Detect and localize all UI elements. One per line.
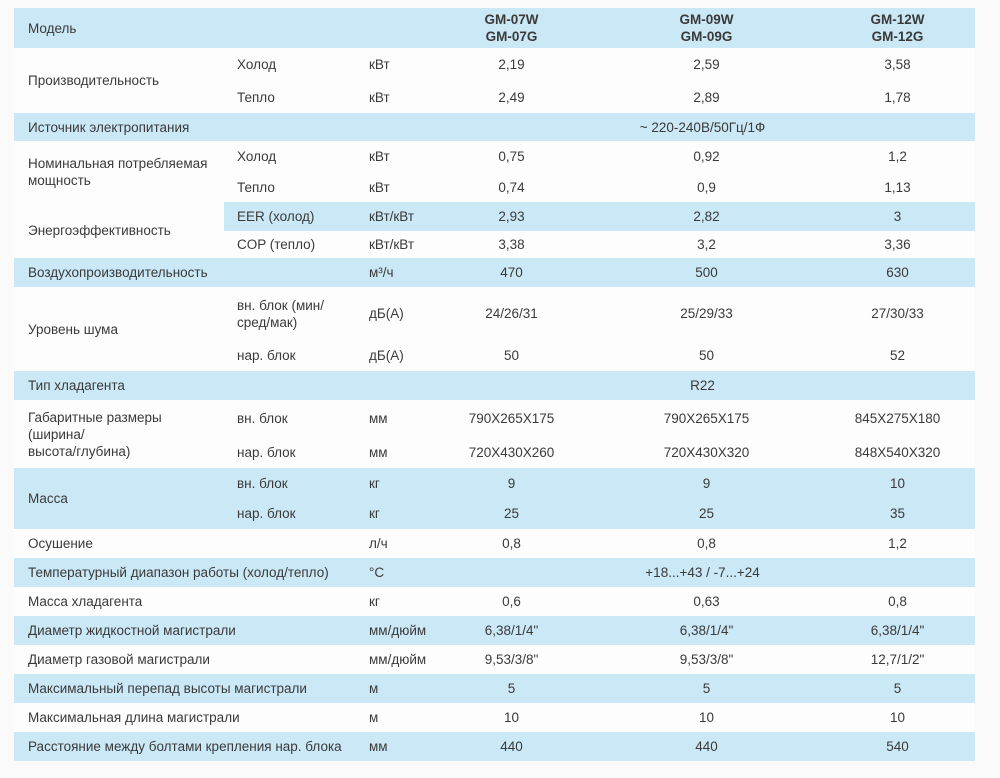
spec-label-cell: Максимальная длина магистрали — [14, 703, 366, 732]
unit-cell: кВт/кВт — [366, 231, 430, 258]
unit-cell: дБ(А) — [366, 287, 430, 340]
spec-table-body — [14, 8, 975, 761]
value-cell: 2,82 — [593, 202, 820, 231]
model-column-header: GM-07W GM-07G — [430, 8, 593, 48]
spec-group-label-cell: Масса — [14, 468, 224, 529]
unit-cell: мм — [366, 437, 430, 468]
value-cell: 1,78 — [820, 81, 975, 113]
spec-sublabel-cell: COP (тепло) — [224, 231, 366, 258]
spec-group-label-cell: Энергоэффективность — [14, 202, 224, 258]
value-cell: 720X430X260 — [430, 437, 593, 468]
value-cell: 440 — [593, 732, 820, 761]
unit-cell: м — [366, 703, 430, 732]
unit-cell: мм — [366, 400, 430, 437]
value-cell: 540 — [820, 732, 975, 761]
value-cell: 9,53/3/8" — [430, 645, 593, 674]
value-cell: 24/26/31 — [430, 287, 593, 340]
value-cell: 2,89 — [593, 81, 820, 113]
unit-cell: мм/дюйм — [366, 616, 430, 645]
value-cell: 27/30/33 — [820, 287, 975, 340]
spec-sublabel-cell: Тепло — [224, 172, 366, 202]
value-cell: 0,6 — [430, 587, 593, 616]
table-row — [14, 616, 975, 645]
spec-table — [14, 8, 975, 761]
spec-sublabel-cell: Холод — [224, 141, 366, 172]
value-cell: 0,63 — [593, 587, 820, 616]
value-cell: 0,9 — [593, 172, 820, 202]
value-cell: 2,49 — [430, 81, 593, 113]
value-cell: 2,93 — [430, 202, 593, 231]
unit-cell: л/ч — [366, 529, 430, 558]
spec-sublabel-cell: вн. блок — [224, 468, 366, 498]
spec-label-cell: Масса хладагента — [14, 587, 366, 616]
shared-value-cell: R22 — [430, 371, 975, 400]
value-cell: 0,8 — [593, 529, 820, 558]
unit-cell: °С — [366, 558, 430, 587]
value-cell: 3,2 — [593, 231, 820, 258]
table-row — [14, 400, 975, 437]
unit-cell: дБ(А) — [366, 340, 430, 371]
spec-label-cell: Диаметр жидкостной магистрали — [14, 616, 366, 645]
table-row — [14, 645, 975, 674]
unit-cell: кг — [366, 498, 430, 529]
value-cell: 3,58 — [820, 48, 975, 81]
table-row — [14, 674, 975, 703]
value-cell: 1,2 — [820, 141, 975, 172]
value-cell: 0,92 — [593, 141, 820, 172]
spec-sublabel-cell: нар. блок — [224, 437, 366, 468]
table-row — [14, 732, 975, 761]
spec-group-label-cell: Уровень шума — [14, 287, 224, 371]
unit-cell: кВт/кВт — [366, 202, 430, 231]
unit-cell: м³/ч — [366, 258, 430, 287]
value-cell: 5 — [593, 674, 820, 703]
value-cell: 25 — [430, 498, 593, 529]
spec-sublabel-cell: Холод — [224, 48, 366, 81]
value-cell: 35 — [820, 498, 975, 529]
value-cell: 0,74 — [430, 172, 593, 202]
shared-value-cell: +18...+43 / -7...+24 — [430, 558, 975, 587]
value-cell: 6,38/1/4" — [430, 616, 593, 645]
value-cell: 720X430X320 — [593, 437, 820, 468]
value-cell: 10 — [593, 703, 820, 732]
value-cell: 6,38/1/4" — [820, 616, 975, 645]
model-column-header: GM-09W GM-09G — [593, 8, 820, 48]
value-cell: 848X540X320 — [820, 437, 975, 468]
unit-cell: кВт — [366, 172, 430, 202]
value-cell: 10 — [820, 703, 975, 732]
unit-cell: кВт — [366, 141, 430, 172]
spec-group-label-cell: Номинальная потребляемая мощность — [14, 141, 224, 202]
spec-label-cell: Осушение — [14, 529, 366, 558]
table-row — [14, 287, 975, 340]
value-cell: 52 — [820, 340, 975, 371]
table-row — [14, 558, 975, 587]
table-row — [14, 587, 975, 616]
unit-cell: мм/дюйм — [366, 645, 430, 674]
value-cell: 25/29/33 — [593, 287, 820, 340]
spec-label-cell: Диаметр газовой магистрали — [14, 645, 366, 674]
spec-sublabel-cell: вн. блок — [224, 400, 366, 437]
table-row — [14, 468, 975, 498]
table-row — [14, 371, 975, 400]
value-cell: 5 — [820, 674, 975, 703]
value-cell: 790X265X175 — [430, 400, 593, 437]
spec-sublabel-cell: EER (холод) — [224, 202, 366, 231]
value-cell: 2,59 — [593, 48, 820, 81]
value-cell: 3 — [820, 202, 975, 231]
value-cell: 500 — [593, 258, 820, 287]
value-cell: 470 — [430, 258, 593, 287]
value-cell: 50 — [593, 340, 820, 371]
spec-sublabel-cell: Тепло — [224, 81, 366, 113]
value-cell: 10 — [820, 468, 975, 498]
table-row — [14, 113, 975, 141]
spec-label-cell: Максимальный перепад высоты магистрали — [14, 674, 366, 703]
value-cell: 845X275X180 — [820, 400, 975, 437]
table-row — [14, 703, 975, 732]
spec-label-cell: Воздухопроизводительность — [14, 258, 366, 287]
unit-cell: кг — [366, 468, 430, 498]
value-cell: 3,38 — [430, 231, 593, 258]
value-cell: 3,36 — [820, 231, 975, 258]
table-header-row — [14, 8, 975, 48]
model-column-header: GM-12W GM-12G — [820, 8, 975, 48]
unit-cell: кВт — [366, 48, 430, 81]
value-cell: 630 — [820, 258, 975, 287]
value-cell: 0,75 — [430, 141, 593, 172]
table-row — [14, 529, 975, 558]
value-cell: 25 — [593, 498, 820, 529]
spec-label-cell: Температурный диапазон работы (холод/тепло) — [14, 558, 366, 587]
value-cell: 10 — [430, 703, 593, 732]
value-cell: 9 — [430, 468, 593, 498]
spec-label-cell: Расстояние между болтами крепления нар. блока — [14, 732, 366, 761]
value-cell: 5 — [430, 674, 593, 703]
value-cell: 6,38/1/4" — [593, 616, 820, 645]
spec-label-cell: Тип хладагента — [14, 371, 430, 400]
shared-value-cell: ~ 220-240В/50Гц/1Ф — [430, 113, 975, 141]
table-row — [14, 48, 975, 81]
value-cell: 1,2 — [820, 529, 975, 558]
value-cell: 12,7/1/2" — [820, 645, 975, 674]
value-cell: 9,53/3/8" — [593, 645, 820, 674]
table-row — [14, 258, 975, 287]
value-cell: 0,8 — [820, 587, 975, 616]
spec-group-label-cell: Габаритные размеры (ширина/ высота/глубина) — [14, 400, 224, 468]
spec-sublabel-cell: нар. блок — [224, 498, 366, 529]
spec-sublabel-cell: нар. блок — [224, 340, 366, 371]
spec-label-cell: Источник электропитания — [14, 113, 430, 141]
spec-label-cell: Модель — [14, 8, 430, 48]
unit-cell: кВт — [366, 81, 430, 113]
value-cell: 50 — [430, 340, 593, 371]
table-row — [14, 141, 975, 172]
unit-cell: кг — [366, 587, 430, 616]
value-cell: 790X265X175 — [593, 400, 820, 437]
value-cell: 2,19 — [430, 48, 593, 81]
value-cell: 1,13 — [820, 172, 975, 202]
table-row — [14, 202, 975, 231]
value-cell: 9 — [593, 468, 820, 498]
value-cell: 440 — [430, 732, 593, 761]
unit-cell: мм — [366, 732, 430, 761]
unit-cell: м — [366, 674, 430, 703]
spec-sublabel-cell: вн. блок (мин/ сред/мак) — [224, 287, 366, 340]
value-cell: 0,8 — [430, 529, 593, 558]
spec-group-label-cell: Производительность — [14, 48, 224, 113]
